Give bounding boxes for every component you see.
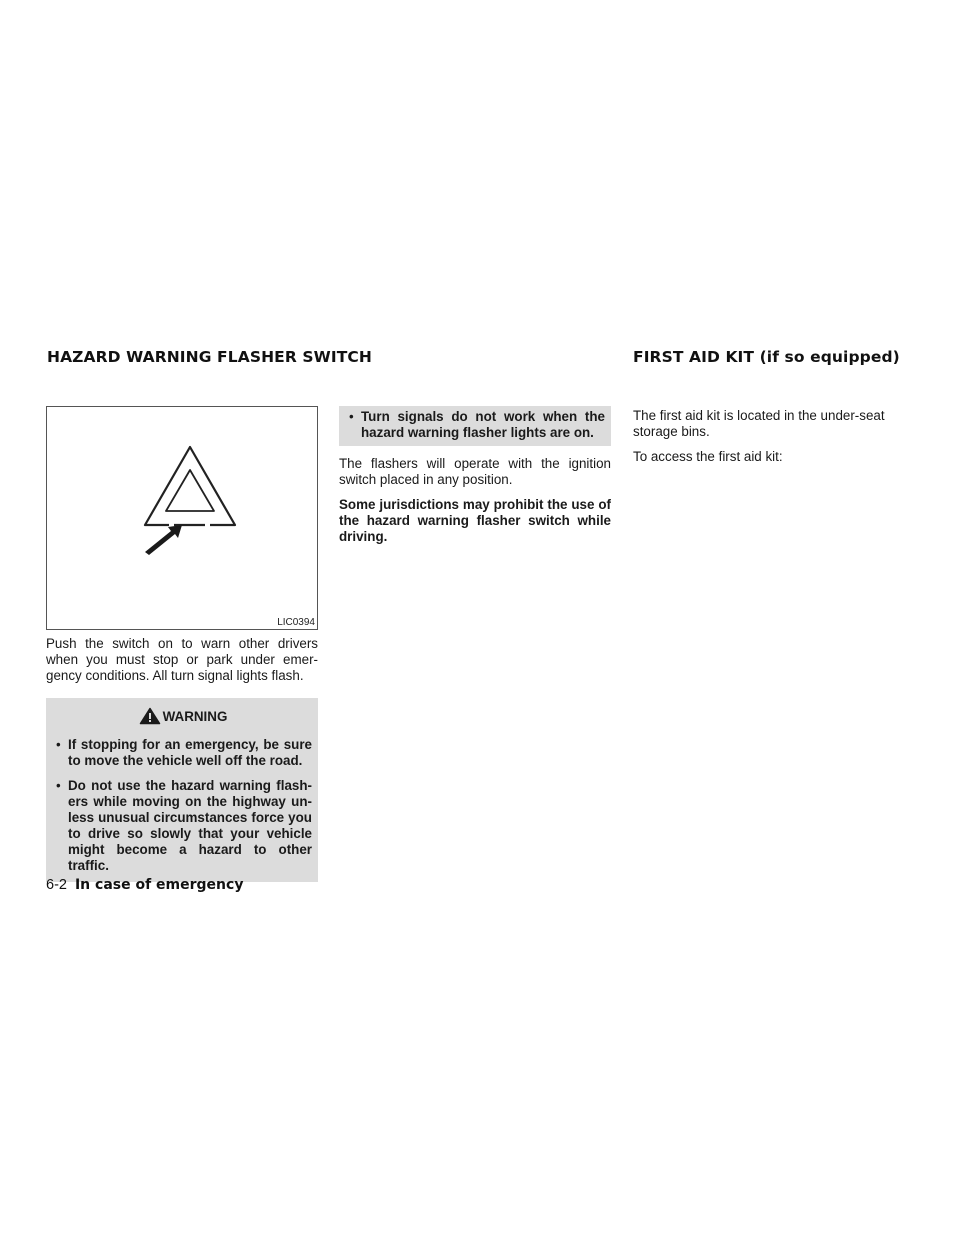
warning-box-continued [339,406,611,446]
hazard-section-heading: HAZARD WARNING FLASHER SWITCH [47,348,372,366]
warning-item: • Do not use the hazard warning flash-ers while moving on the highway un-less unusual circumstances force you to drive so slowly that your vehicle might become a hazard to other traffic. [54,778,312,874]
ignition-note: The flashers will operate with the ignition switch placed in any position. [339,456,611,487]
jurisdiction-note: Some jurisdictions may prohibit the use of the hazard warning flasher switch while driving. [339,497,611,544]
page-number: 6-2 [46,877,67,893]
hazard-switch-figure [46,406,318,630]
column-right [633,406,905,465]
first-aid-section-heading: FIRST AID KIT (if so equipped) [633,348,900,366]
warning-box [46,698,318,882]
footer-section-name: In case of emergency [74,877,244,893]
first-aid-location: The first aid kit is located in the under-seat storage bins. [633,408,885,439]
hazard-triangle-icon [47,407,317,629]
page-footer [46,877,243,893]
warning-title: WARNING [54,707,312,725]
warning-triangle-icon [139,707,161,725]
warning-item: • If stopping for an emergency, be sure to move the vehicle well off the road. [54,737,312,769]
figure-code: LIC0394 [277,617,315,628]
first-aid-access: To access the first aid kit: [633,449,783,464]
hazard-intro: Push the switch on to warn other drivers when you must stop or park under emer-gency conditions. All turn signal lights flash. [46,636,318,683]
column-middle [339,406,611,545]
warning-item: • Turn signals do not work when the hazard warning flasher lights are on. [347,409,605,441]
arrow-pointer-icon [133,525,182,555]
column-left [46,406,318,882]
